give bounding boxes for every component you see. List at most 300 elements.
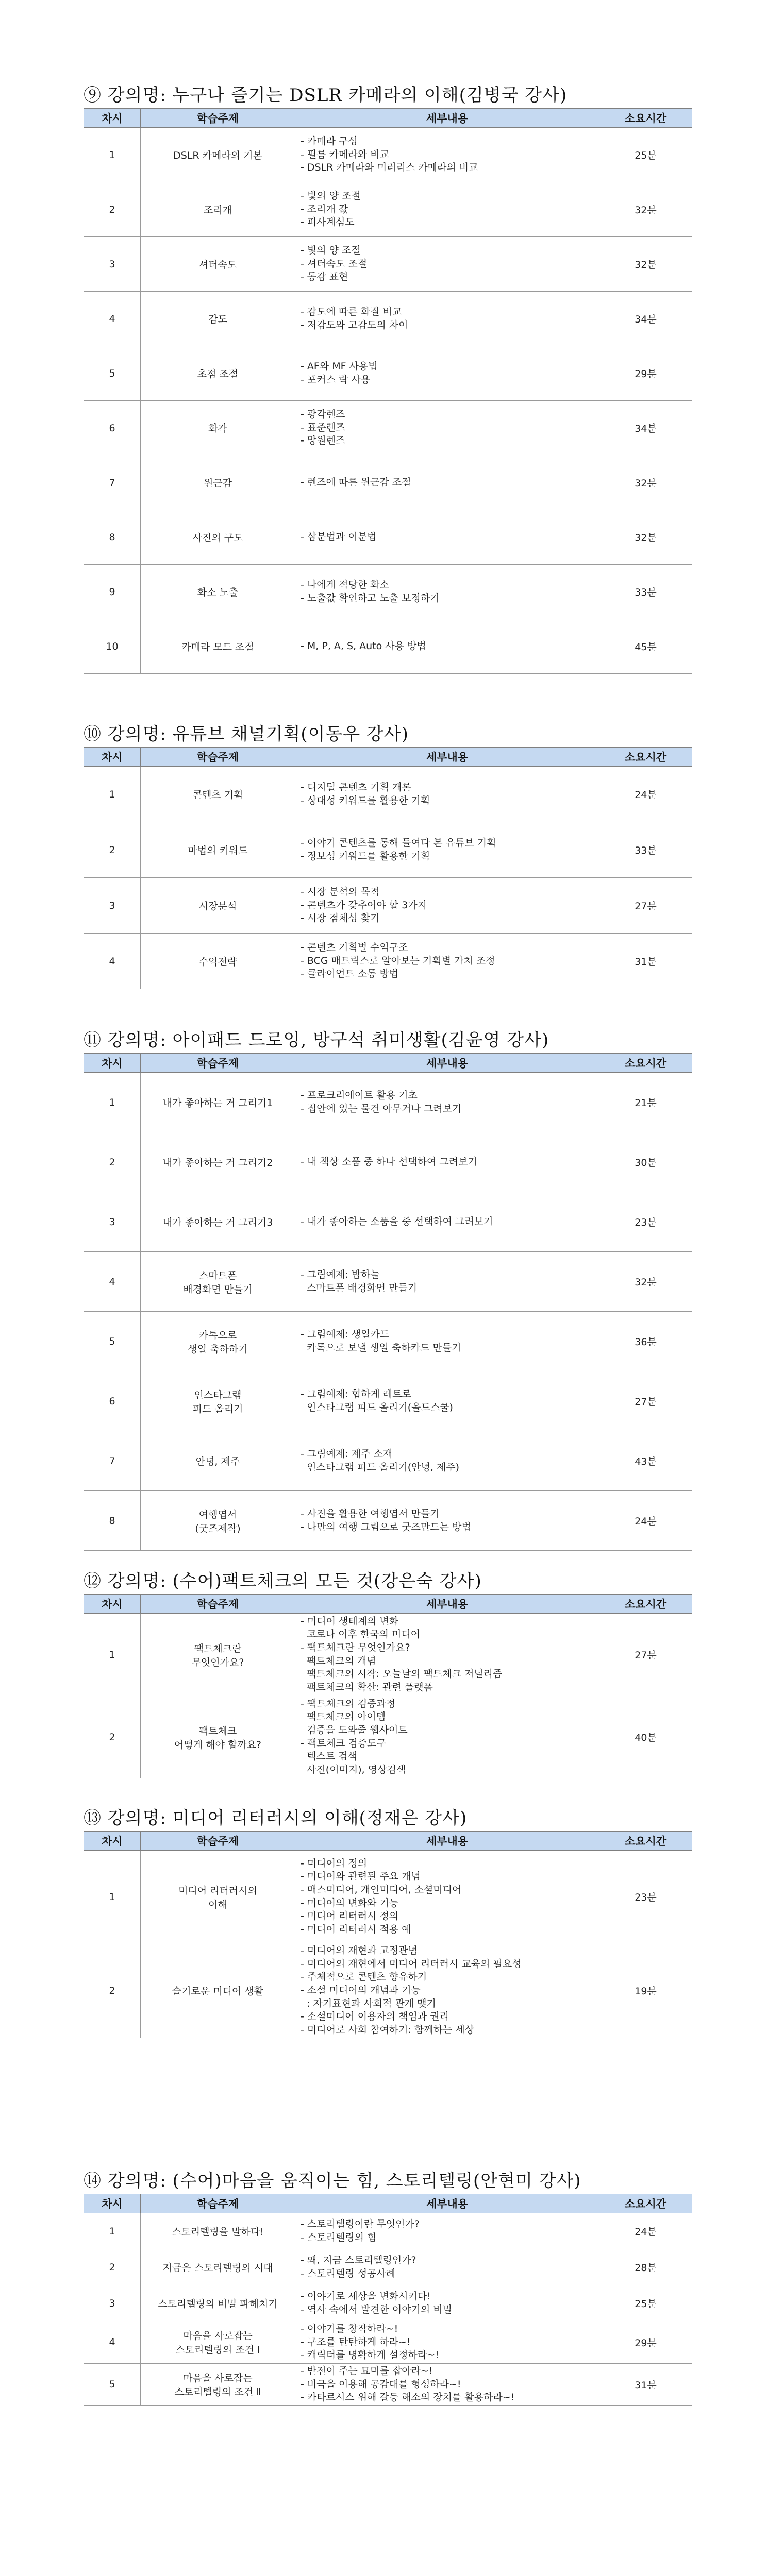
- detail-line: - 내 책상 소품 중 하나 선택하여 그려보기: [301, 1156, 477, 1167]
- lecture-section: [84, 1805, 692, 2038]
- detail-line: - 왜, 지금 스토리텔링인가?: [301, 2254, 416, 2266]
- details-cell: [295, 934, 599, 989]
- detail-line: - 이야기로 세상을 변화시키다!: [301, 2290, 431, 2302]
- detail-line: - 광각렌즈: [301, 409, 345, 420]
- detail-line: 인스타그램 피드 올리기(올드스쿨): [301, 1401, 453, 1413]
- detail-line: 팩트체크의 아이템: [301, 1711, 386, 1723]
- detail-line: - 그림예제: 힙하게 레트로: [301, 1388, 411, 1400]
- topic-cell: [141, 401, 295, 455]
- details-cell: [295, 346, 599, 401]
- details-cell: [295, 619, 599, 674]
- section-title: ⑫ 강의명: (수어)팩트체크의 모든 것(강은숙 강사): [84, 1571, 482, 1591]
- table-row: [84, 1614, 692, 1696]
- details-cell: [295, 2321, 599, 2364]
- detail-line: - 정보성 키워드를 활용한 기획: [301, 850, 430, 862]
- detail-line: - 카타르시스 위해 갈등 해소의 장치를 활용하라~!: [301, 2392, 515, 2403]
- topic-line: 안녕, 제주: [195, 1456, 240, 1467]
- topic-line: 여행엽서: [198, 1509, 237, 1520]
- detail-line: - 빛의 양 조절: [301, 190, 361, 202]
- details-cell: [295, 1132, 599, 1192]
- topic-line: 인스타그램: [194, 1389, 242, 1401]
- topic-cell: [141, 1073, 295, 1132]
- details-cell: [295, 1252, 599, 1312]
- header-row: [84, 1054, 692, 1073]
- detail-line: - 이야기를 창작하라~!: [301, 2323, 398, 2334]
- details-cell: [295, 565, 599, 619]
- detail-line: 사진(이미지), 영상검색: [301, 1764, 406, 1775]
- header-details: 세부내용: [295, 1832, 599, 1851]
- session-number: 10: [84, 619, 141, 674]
- table-row: [84, 1851, 692, 1943]
- duration-cell: 23분: [599, 1851, 692, 1943]
- details-cell: [295, 878, 599, 934]
- details-cell: [295, 1696, 599, 1778]
- detail-line: 팩트체크의 확산: 관련 플랫폼: [301, 1681, 433, 1693]
- topic-cell: [141, 1192, 295, 1252]
- topic-line: 원근감: [203, 478, 232, 489]
- topic-cell: [141, 619, 295, 674]
- topic-line: 마음을 사로잡는: [183, 2330, 253, 2342]
- detail-line: - 표준렌즈: [301, 421, 345, 433]
- detail-line: - 나에게 적당한 화소: [301, 579, 389, 590]
- header-duration: 소요시간: [599, 1054, 692, 1073]
- detail-line: 카톡으로 보낼 생일 축하카드 만들기: [301, 1342, 461, 1353]
- topic-line: 스토리텔링의 비밀 파헤치기: [158, 2298, 278, 2310]
- duration-cell: 40분: [599, 1696, 692, 1778]
- topic-cell: [141, 1943, 295, 2038]
- duration-cell: 21분: [599, 1073, 692, 1132]
- duration-cell: 24분: [599, 2213, 692, 2249]
- lecture-section: [84, 721, 692, 989]
- details-cell: [295, 2249, 599, 2285]
- detail-line: - 미디어 리터러시 정의: [301, 1910, 399, 1922]
- section-title: ⑭ 강의명: (수어)마음을 움직이는 힘, 스토리텔링(안현미 강사): [84, 2171, 581, 2191]
- duration-cell: 31분: [599, 2363, 692, 2405]
- topic-cell: [141, 822, 295, 878]
- session-number: 5: [84, 2363, 141, 2405]
- topic-cell: [141, 565, 295, 619]
- detail-line: - 주체적으로 콘텐츠 향유하기: [301, 1971, 427, 1983]
- detail-line: - 미디어의 재현과 고정관념: [301, 1945, 418, 1956]
- session-number: 1: [84, 2213, 141, 2249]
- header-duration: 소요시간: [599, 109, 692, 128]
- duration-cell: 33분: [599, 822, 692, 878]
- duration-cell: 32분: [599, 182, 692, 237]
- detail-line: 인스타그램 피드 올리기(안녕, 제주): [301, 1461, 460, 1473]
- detail-line: - AF와 MF 사용법: [301, 360, 378, 372]
- topic-line: 카톡으로: [198, 1329, 237, 1341]
- topic-line: 배경화면 만들기: [183, 1283, 253, 1295]
- topic-line: 생일 축하하기: [188, 1343, 248, 1355]
- table-row: [84, 565, 692, 619]
- topic-cell: [141, 934, 295, 989]
- duration-cell: 32분: [599, 237, 692, 292]
- duration-cell: 19분: [599, 1943, 692, 2038]
- table-row: [84, 767, 692, 822]
- table-row: [84, 1192, 692, 1252]
- detail-line: - 그림예제: 제주 소재: [301, 1448, 393, 1460]
- table-row: [84, 1252, 692, 1312]
- detail-line: - 스토리텔링이란 무엇인가?: [301, 2218, 420, 2230]
- topic-cell: [141, 1696, 295, 1778]
- topic-cell: [141, 2321, 295, 2364]
- detail-line: - 카메라 구성: [301, 135, 358, 147]
- header-duration: 소요시간: [599, 1595, 692, 1614]
- table-row: [84, 346, 692, 401]
- session-number: 2: [84, 1696, 141, 1778]
- session-number: 1: [84, 1851, 141, 1943]
- duration-cell: 34분: [599, 401, 692, 455]
- topic-line: 팩트체크란: [194, 1642, 242, 1654]
- header-row: [84, 748, 692, 767]
- detail-line: - 콘텐츠 기획별 수익구조: [301, 942, 408, 954]
- topic-line: 감도: [208, 314, 227, 325]
- detail-line: - M, P, A, S, Auto 사용 방법: [301, 640, 426, 652]
- table-row: [84, 510, 692, 565]
- curriculum-table: [84, 2194, 692, 2406]
- section-title: ⑬ 강의명: 미디어 리터러시의 이해(정재은 강사): [84, 1808, 468, 1828]
- topic-line: 수익전략: [198, 956, 237, 968]
- detail-line: - 셔터속도 조절: [301, 258, 368, 269]
- session-number: 6: [84, 401, 141, 455]
- duration-cell: 25분: [599, 2285, 692, 2321]
- duration-cell: 31분: [599, 934, 692, 989]
- detail-line: - 미디어 리터러시 적용 예: [301, 1923, 411, 1935]
- topic-cell: [141, 2249, 295, 2285]
- lecture-section: [84, 82, 692, 674]
- duration-cell: 24분: [599, 767, 692, 822]
- detail-line: - 스토리텔링의 힘: [301, 2231, 377, 2243]
- session-number: 1: [84, 1614, 141, 1696]
- topic-line: 콘텐츠 기획: [192, 789, 243, 801]
- detail-line: - 미디어의 정의: [301, 1857, 368, 1869]
- detail-line: 검증을 도와줄 웹사이트: [301, 1724, 408, 1736]
- session-number: 6: [84, 1371, 141, 1431]
- header-details: 세부내용: [295, 2194, 599, 2213]
- session-number: 3: [84, 878, 141, 934]
- duration-cell: 32분: [599, 510, 692, 565]
- session-number: 1: [84, 128, 141, 182]
- session-number: 1: [84, 767, 141, 822]
- topic-cell: [141, 878, 295, 934]
- session-number: 3: [84, 2285, 141, 2321]
- curriculum-table: [84, 747, 692, 989]
- topic-line: 마음을 사로잡는: [183, 2372, 253, 2384]
- header-session: 차시: [84, 2194, 141, 2213]
- topic-line: 내가 좋아하는 거 그리기3: [162, 1217, 273, 1228]
- detail-line: - 미디어와 관련된 주요 개념: [301, 1871, 421, 1883]
- duration-cell: 36분: [599, 1312, 692, 1371]
- topic-line: 스마트폰: [198, 1269, 237, 1281]
- section-title: ⑩ 강의명: 유튜브 채널기획(이동우 강사): [84, 724, 409, 744]
- topic-line: 카메라 모드 조절: [181, 641, 254, 653]
- table-row: [84, 1431, 692, 1491]
- detail-line: - 매스미디어, 개인미디어, 소셜미디어: [301, 1884, 462, 1895]
- duration-cell: 34분: [599, 292, 692, 346]
- detail-line: - 그림예제: 밤하늘: [301, 1268, 380, 1280]
- topic-line: 마법의 키워드: [188, 845, 248, 856]
- header-session: 차시: [84, 109, 141, 128]
- details-cell: [295, 1851, 599, 1943]
- session-number: 2: [84, 182, 141, 237]
- topic-line: (굿즈제작): [195, 1522, 241, 1534]
- detail-line: - 미디어로 사회 참여하기: 함께하는 세상: [301, 2024, 475, 2036]
- detail-line: - 사진을 활용한 여행엽서 만들기: [301, 1507, 440, 1519]
- session-number: 8: [84, 1491, 141, 1551]
- header-duration: 소요시간: [599, 1832, 692, 1851]
- topic-line: 스토리텔링의 조건 Ⅱ: [174, 2386, 261, 2398]
- duration-cell: 32분: [599, 455, 692, 510]
- detail-line: - 포커스 락 사용: [301, 374, 371, 385]
- detail-line: 텍스트 검색: [301, 1751, 357, 1762]
- detail-line: - 빛의 양 조절: [301, 245, 361, 257]
- topic-line: 사진의 구도: [192, 532, 243, 544]
- duration-cell: 43분: [599, 1431, 692, 1491]
- header-topic: 학습주제: [141, 1595, 295, 1614]
- detail-line: - 구조를 탄탄하게 하라~!: [301, 2336, 411, 2348]
- duration-cell: 23분: [599, 1192, 692, 1252]
- section-title: ⑪ 강의명: 아이패드 드로잉, 방구석 취미생활(김윤영 강사): [84, 1030, 549, 1050]
- detail-line: - 망원렌즈: [301, 435, 345, 447]
- topic-cell: [141, 1132, 295, 1192]
- details-cell: [295, 1943, 599, 2038]
- details-cell: [295, 2213, 599, 2249]
- topic-line: 어떻게 해야 할까요?: [174, 1739, 261, 1751]
- header-row: [84, 1595, 692, 1614]
- session-number: 4: [84, 934, 141, 989]
- topic-cell: [141, 1431, 295, 1491]
- topic-cell: [141, 1252, 295, 1312]
- topic-line: 셔터속도: [198, 259, 237, 270]
- detail-line: - 팩트체크란 무엇인가요?: [301, 1641, 410, 1653]
- duration-cell: 30분: [599, 1132, 692, 1192]
- details-cell: [295, 1371, 599, 1431]
- header-duration: 소요시간: [599, 748, 692, 767]
- detail-line: - 프로크리에이트 활용 기초: [301, 1089, 418, 1101]
- topic-cell: [141, 237, 295, 292]
- detail-line: - 클라이언트 소통 방법: [301, 968, 399, 980]
- detail-line: - 역사 속에서 발견한 이야기의 비밀: [301, 2303, 453, 2315]
- details-cell: [295, 1073, 599, 1132]
- topic-cell: [141, 2285, 295, 2321]
- detail-line: - 내가 좋아하는 소품을 중 선택하여 그려보기: [301, 1215, 493, 1227]
- topic-cell: [141, 1312, 295, 1371]
- session-number: 9: [84, 565, 141, 619]
- topic-line: DSLR 카메라의 기본: [173, 150, 262, 161]
- topic-line: 이해: [208, 1899, 227, 1910]
- header-row: [84, 2194, 692, 2213]
- topic-cell: [141, 455, 295, 510]
- table-row: [84, 619, 692, 674]
- detail-line: - 노출값 확인하고 노출 보정하기: [301, 592, 440, 604]
- details-cell: [295, 1431, 599, 1491]
- details-cell: [295, 1614, 599, 1696]
- header-row: [84, 109, 692, 128]
- topic-line: 팩트체크: [198, 1725, 237, 1737]
- detail-line: - 시장 분석의 목적: [301, 886, 380, 898]
- table-row: [84, 878, 692, 934]
- table-row: [84, 2363, 692, 2405]
- topic-cell: [141, 2363, 295, 2405]
- detail-line: - 피사계심도: [301, 216, 355, 228]
- session-number: 7: [84, 455, 141, 510]
- header-details: 세부내용: [295, 748, 599, 767]
- table-row: [84, 1943, 692, 2038]
- curriculum-table: [84, 1594, 692, 1778]
- topic-cell: [141, 182, 295, 237]
- header-row: [84, 1832, 692, 1851]
- header-details: 세부내용: [295, 109, 599, 128]
- topic-cell: [141, 1614, 295, 1696]
- topic-line: 미디어 리터러시의: [178, 1885, 257, 1896]
- topic-line: 피드 올리기: [192, 1403, 243, 1415]
- session-number: 2: [84, 1943, 141, 2038]
- detail-line: - 상대성 키워드를 활용한 기획: [301, 794, 430, 806]
- detail-line: - 소셜미디어 이용자의 책임과 권리: [301, 2011, 449, 2023]
- details-cell: [295, 455, 599, 510]
- table-row: [84, 2213, 692, 2249]
- header-topic: 학습주제: [141, 748, 295, 767]
- detail-line: : 자기표현과 사회적 관계 맺기: [301, 1997, 436, 2009]
- detail-line: - 미디어 생태계의 변화: [301, 1615, 399, 1627]
- detail-line: - 저감도와 고감도의 차이: [301, 319, 408, 331]
- topic-cell: [141, 1371, 295, 1431]
- header-session: 차시: [84, 1054, 141, 1073]
- topic-cell: [141, 292, 295, 346]
- topic-line: 스토리텔링을 말하다!: [172, 2226, 264, 2238]
- table-row: [84, 822, 692, 878]
- detail-line: - 팩트체크 검증도구: [301, 1737, 386, 1749]
- session-number: 7: [84, 1431, 141, 1491]
- detail-line: 팩트체크의 시작: 오늘날의 팩트체크 저널리즘: [301, 1668, 503, 1680]
- duration-cell: 28분: [599, 2249, 692, 2285]
- detail-line: - BCG 매트릭스로 알아보는 기획별 가치 조정: [301, 955, 495, 967]
- header-session: 차시: [84, 748, 141, 767]
- topic-line: 화소 노출: [197, 587, 239, 598]
- topic-line: 슬기로운 미디어 생활: [172, 1986, 264, 1997]
- header-details: 세부내용: [295, 1054, 599, 1073]
- details-cell: [295, 1312, 599, 1371]
- topic-line: 초점 조절: [197, 368, 239, 380]
- topic-cell: [141, 346, 295, 401]
- session-number: 2: [84, 2249, 141, 2285]
- table-row: [84, 455, 692, 510]
- table-row: [84, 1371, 692, 1431]
- detail-line: - 그림예제: 생일카드: [301, 1328, 390, 1340]
- session-number: 3: [84, 237, 141, 292]
- header-session: 차시: [84, 1595, 141, 1614]
- header-topic: 학습주제: [141, 2194, 295, 2213]
- details-cell: [295, 237, 599, 292]
- table-row: [84, 128, 692, 182]
- section-title: ⑨ 강의명: 누구나 즐기는 DSLR 카메라의 이해(김병국 강사): [84, 85, 568, 106]
- duration-cell: 29분: [599, 2321, 692, 2364]
- detail-line: - 미디어의 재현에서 미디어 리터러시 교육의 필요성: [301, 1958, 522, 1970]
- table-row: [84, 2285, 692, 2321]
- topic-cell: [141, 1491, 295, 1551]
- session-number: 4: [84, 1252, 141, 1312]
- detail-line: - 집안에 있는 물건 아무거나 그려보기: [301, 1103, 462, 1114]
- topic-cell: [141, 2213, 295, 2249]
- duration-cell: 24분: [599, 1491, 692, 1551]
- detail-line: - 비극을 이용해 공감대를 형성하라~!: [301, 2378, 461, 2390]
- curriculum-table: [84, 108, 692, 674]
- table-row: [84, 182, 692, 237]
- details-cell: [295, 2285, 599, 2321]
- session-number: 2: [84, 1132, 141, 1192]
- lecture-section: [84, 2168, 692, 2406]
- topic-cell: [141, 1851, 295, 1943]
- session-number: 5: [84, 1312, 141, 1371]
- session-number: 8: [84, 510, 141, 565]
- duration-cell: 25분: [599, 128, 692, 182]
- detail-line: - 디지털 콘텐츠 기획 개론: [301, 781, 411, 793]
- table-row: [84, 292, 692, 346]
- detail-line: - 필름 카메라와 비교: [301, 148, 389, 160]
- detail-line: - 동감 표현: [301, 271, 348, 283]
- table-row: [84, 934, 692, 989]
- lecture-section: [84, 1568, 692, 1778]
- topic-cell: [141, 128, 295, 182]
- topic-cell: [141, 510, 295, 565]
- detail-line: - 콘텐츠가 갖추어야 할 3가지: [301, 899, 427, 911]
- detail-line: - 캐릭터를 명확하게 설정하라~!: [301, 2349, 439, 2361]
- duration-cell: 29분: [599, 346, 692, 401]
- session-number: 2: [84, 822, 141, 878]
- topic-line: 스토리텔링의 조건 Ⅰ: [175, 2344, 260, 2356]
- topic-cell: [141, 767, 295, 822]
- duration-cell: 45분: [599, 619, 692, 674]
- duration-cell: 27분: [599, 878, 692, 934]
- details-cell: [295, 1491, 599, 1551]
- session-number: 1: [84, 1073, 141, 1132]
- details-cell: [295, 401, 599, 455]
- duration-cell: 32분: [599, 1252, 692, 1312]
- topic-line: 무엇인가요?: [191, 1656, 244, 1668]
- topic-line: 화각: [208, 423, 227, 434]
- duration-cell: 33분: [599, 565, 692, 619]
- details-cell: [295, 2363, 599, 2405]
- detail-line: - 삼분법과 이분법: [301, 531, 377, 543]
- header-session: 차시: [84, 1832, 141, 1851]
- detail-line: - 스토리텔링 성공사례: [301, 2267, 396, 2279]
- table-row: [84, 2321, 692, 2364]
- table-row: [84, 237, 692, 292]
- details-cell: [295, 1192, 599, 1252]
- detail-line: - 조리개 값: [301, 203, 348, 215]
- detail-line: - 감도에 따른 화질 비교: [301, 306, 402, 317]
- detail-line: - 시장 점체성 찾기: [301, 912, 380, 924]
- detail-line: 스마트폰 배경화면 만들기: [301, 1282, 418, 1294]
- details-cell: [295, 292, 599, 346]
- details-cell: [295, 510, 599, 565]
- table-row: [84, 401, 692, 455]
- topic-line: 내가 좋아하는 거 그리기2: [162, 1157, 273, 1168]
- topic-line: 시장분석: [198, 901, 237, 912]
- details-cell: [295, 767, 599, 822]
- detail-line: - 소셜 미디어의 개념과 기능: [301, 1984, 421, 1996]
- details-cell: [295, 182, 599, 237]
- detail-line: - DSLR 카메라와 미러리스 카메라의 비교: [301, 162, 478, 174]
- session-number: 4: [84, 292, 141, 346]
- detail-line: 팩트체크의 개념: [301, 1655, 376, 1667]
- detail-line: - 미디어의 변화와 기능: [301, 1897, 399, 1909]
- detail-line: - 렌즈에 따른 원근감 조절: [301, 476, 411, 488]
- curriculum-table: [84, 1831, 692, 2038]
- detail-line: - 반전이 주는 묘미를 잡아라~!: [301, 2365, 433, 2377]
- details-cell: [295, 128, 599, 182]
- table-row: [84, 1312, 692, 1371]
